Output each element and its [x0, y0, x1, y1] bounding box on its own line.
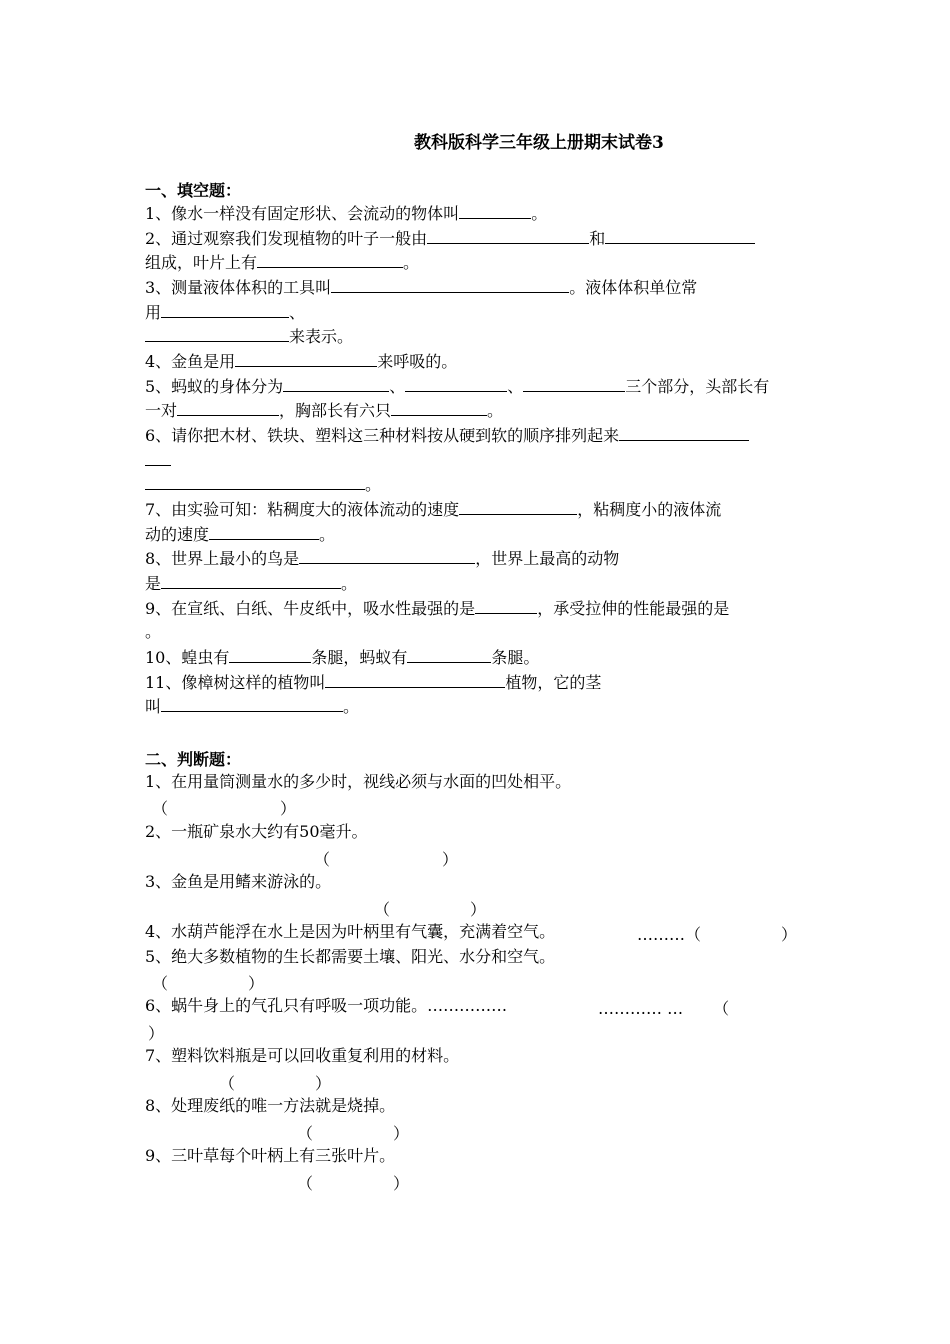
- question-5-line-2: [145, 400, 503, 421]
- question-text: ，世界上最高的动物: [475, 549, 620, 568]
- question-text: 和: [589, 229, 606, 248]
- question-9-line-1: [145, 598, 729, 619]
- question-text: 来表示。: [289, 327, 354, 346]
- question-3-line-2: [145, 302, 305, 323]
- question-11-line-2: [145, 696, 359, 717]
- question-text: ，胸部长有六只: [279, 401, 392, 420]
- question-10: [145, 647, 539, 668]
- question-7-line-1: [145, 499, 721, 520]
- question-text: 用: [145, 303, 162, 322]
- paren-open: （: [152, 974, 169, 993]
- judge-question-4: [145, 922, 555, 942]
- answer-paren-8[interactable]: [297, 1121, 409, 1144]
- judge-question-3: 3、金鱼是用鳍来游泳的。: [145, 872, 332, 891]
- question-5-line-1: [145, 376, 769, 397]
- answer-blank[interactable]: [605, 228, 755, 244]
- paren-close: ）: [148, 1024, 165, 1043]
- question-6-line-2: [145, 450, 171, 471]
- question-text: 4、金鱼是用: [145, 352, 236, 371]
- answer-paren-2[interactable]: [314, 847, 458, 870]
- judge-question-8: 8、处理废纸的唯一方法就是烧掉。: [145, 1096, 396, 1115]
- paren-close: ）: [442, 850, 459, 869]
- question-3-line-1: [145, 277, 697, 298]
- question-text: 4、水葫芦能浮在水上是因为叶柄里有气囊，充满着空气。: [145, 922, 556, 941]
- answer-blank[interactable]: [391, 400, 487, 416]
- answer-blank[interactable]: [459, 203, 531, 219]
- question-6-line-3: [145, 474, 381, 495]
- answer-blank[interactable]: [299, 548, 475, 564]
- answer-blank[interactable]: [331, 277, 569, 293]
- question-1: [145, 203, 547, 224]
- question-text: 叫: [145, 697, 162, 716]
- answer-blank[interactable]: [235, 351, 377, 367]
- question-text: 。液体体积单位常: [569, 278, 698, 297]
- question-text: 。: [319, 525, 336, 544]
- question-text: 组成，叶片上有: [145, 253, 258, 272]
- question-text: 、: [507, 377, 524, 396]
- answer-blank[interactable]: [161, 573, 341, 589]
- answer-paren-5[interactable]: [152, 971, 264, 994]
- question-text: 一对: [145, 401, 178, 420]
- question-text: 10、蝗虫有: [145, 648, 230, 667]
- question-text: 来呼吸的。: [377, 352, 458, 371]
- answer-blank[interactable]: [161, 302, 289, 318]
- answer-blank[interactable]: [523, 376, 625, 392]
- paren-open: （: [374, 900, 391, 919]
- question-text: 是: [145, 574, 162, 593]
- question-text: 。: [487, 401, 504, 420]
- question-text: 3、测量液体体积的工具叫: [145, 278, 332, 297]
- paren-open: （: [152, 799, 169, 818]
- answer-paren-4[interactable]: [637, 922, 797, 945]
- paren-close: ）: [315, 1074, 332, 1093]
- paren-close: ）: [280, 799, 297, 818]
- page-title: 教科版科学三年级上册期末试卷3: [414, 133, 664, 153]
- paren-close: ）: [393, 1174, 410, 1193]
- answer-blank[interactable]: [229, 647, 311, 663]
- section-heading-true-false: 二、判断题：: [145, 750, 242, 769]
- question-2-line-1: [145, 228, 755, 249]
- question-text: 11、像樟树这样的植物叫: [145, 673, 326, 692]
- answer-blank[interactable]: [459, 499, 577, 515]
- paren-close: ）: [248, 974, 265, 993]
- question-text: ，粘稠度小的液体流: [577, 500, 722, 519]
- paren-open: （: [685, 925, 702, 944]
- question-text: 动的速度: [145, 525, 210, 544]
- question-text: 5、蚂蚁的身体分为: [145, 377, 284, 396]
- question-text: 。: [531, 204, 548, 223]
- question-text: 6、蜗牛身上的气孔只有呼吸一项功能。……………: [145, 996, 508, 1015]
- paren-open: （: [219, 1074, 236, 1093]
- question-text: 2、通过观察我们发现植物的叶子一般由: [145, 229, 428, 248]
- question-text: 植物，它的茎: [505, 673, 602, 692]
- question-text: 。: [365, 475, 382, 494]
- judge-question-1: 1、在用量筒测量水的多少时，视线必须与水面的凹处相平。: [145, 772, 572, 791]
- paren-open: （: [314, 850, 331, 869]
- judge-question-5: 5、绝大多数植物的生长都需要土壤、阳光、水分和空气。: [145, 947, 556, 966]
- answer-blank[interactable]: [407, 647, 491, 663]
- answer-blank[interactable]: [145, 326, 289, 342]
- paren-open: （: [297, 1124, 314, 1143]
- question-text: 。: [343, 697, 360, 716]
- question-text: 条腿。: [491, 648, 540, 667]
- question-text: 6、请你把木材、铁块、塑料这三种材料按从硬到软的顺序排列起来: [145, 426, 620, 445]
- question-text: 。: [341, 574, 358, 593]
- question-4: [145, 351, 457, 372]
- paren-open: （: [713, 999, 730, 1018]
- question-text: 8、世界上最小的鸟是: [145, 549, 300, 568]
- answer-paren-7[interactable]: [219, 1071, 331, 1094]
- question-8-line-2: [145, 573, 357, 594]
- question-text: 7、由实验可知：粘稠度大的液体流动的速度: [145, 500, 460, 519]
- question-6-line-1: [145, 425, 749, 446]
- leader-dots: ………… …: [598, 999, 684, 1018]
- answer-blank[interactable]: [257, 252, 403, 268]
- question-7-line-2: [145, 524, 335, 545]
- answer-paren-1[interactable]: [152, 796, 296, 819]
- question-3-line-3: [145, 326, 353, 347]
- answer-blank[interactable]: [283, 376, 389, 392]
- answer-blank[interactable]: [145, 474, 365, 490]
- answer-paren-3[interactable]: [374, 897, 486, 920]
- answer-paren-6-open[interactable]: [598, 996, 729, 1019]
- question-text: 、: [389, 377, 406, 396]
- answer-blank[interactable]: [161, 696, 343, 712]
- question-text: 三个部分，头部长有: [625, 377, 770, 396]
- answer-blank[interactable]: [427, 228, 589, 244]
- answer-blank[interactable]: [145, 450, 171, 466]
- answer-paren-9[interactable]: [297, 1171, 409, 1194]
- answer-blank[interactable]: [209, 524, 319, 540]
- question-text: 。: [403, 253, 420, 272]
- question-text: 1、像水一样没有固定形状、会流动的物体叫: [145, 204, 460, 223]
- leader-dots: ………: [637, 925, 685, 944]
- question-text: 条腿，蚂蚁有: [311, 648, 408, 667]
- judge-question-9: 9、三叶草每个叶柄上有三张叶片。: [145, 1146, 396, 1165]
- judge-question-7: 7、塑料饮料瓶是可以回收重复利用的材料。: [145, 1046, 460, 1065]
- paren-close: ）: [470, 900, 487, 919]
- question-11-line-1: [145, 672, 601, 693]
- answer-blank[interactable]: [177, 400, 279, 416]
- answer-blank[interactable]: [405, 376, 507, 392]
- answer-blank[interactable]: [619, 425, 749, 441]
- section-heading-fill-blank: 一、填空题：: [145, 181, 242, 200]
- question-text: 。: [145, 622, 162, 641]
- question-2-line-2: [145, 252, 419, 273]
- judge-question-6: [145, 996, 507, 1016]
- question-text: 9、在宣纸、白纸、牛皮纸中，吸水性最强的是: [145, 599, 476, 618]
- question-text: 、: [289, 303, 306, 322]
- question-text: ，承受拉伸的性能最强的是: [537, 599, 730, 618]
- paren-close: ）: [393, 1124, 410, 1143]
- answer-paren-6-close: [148, 1021, 164, 1044]
- judge-question-2: 2、一瓶矿泉水大约有50毫升。: [145, 822, 368, 841]
- answer-blank[interactable]: [325, 672, 505, 688]
- paren-open: （: [297, 1174, 314, 1193]
- question-9-line-2: [145, 622, 161, 642]
- question-8-line-1: [145, 548, 619, 569]
- answer-blank[interactable]: [475, 598, 537, 614]
- paren-close: ）: [781, 925, 798, 944]
